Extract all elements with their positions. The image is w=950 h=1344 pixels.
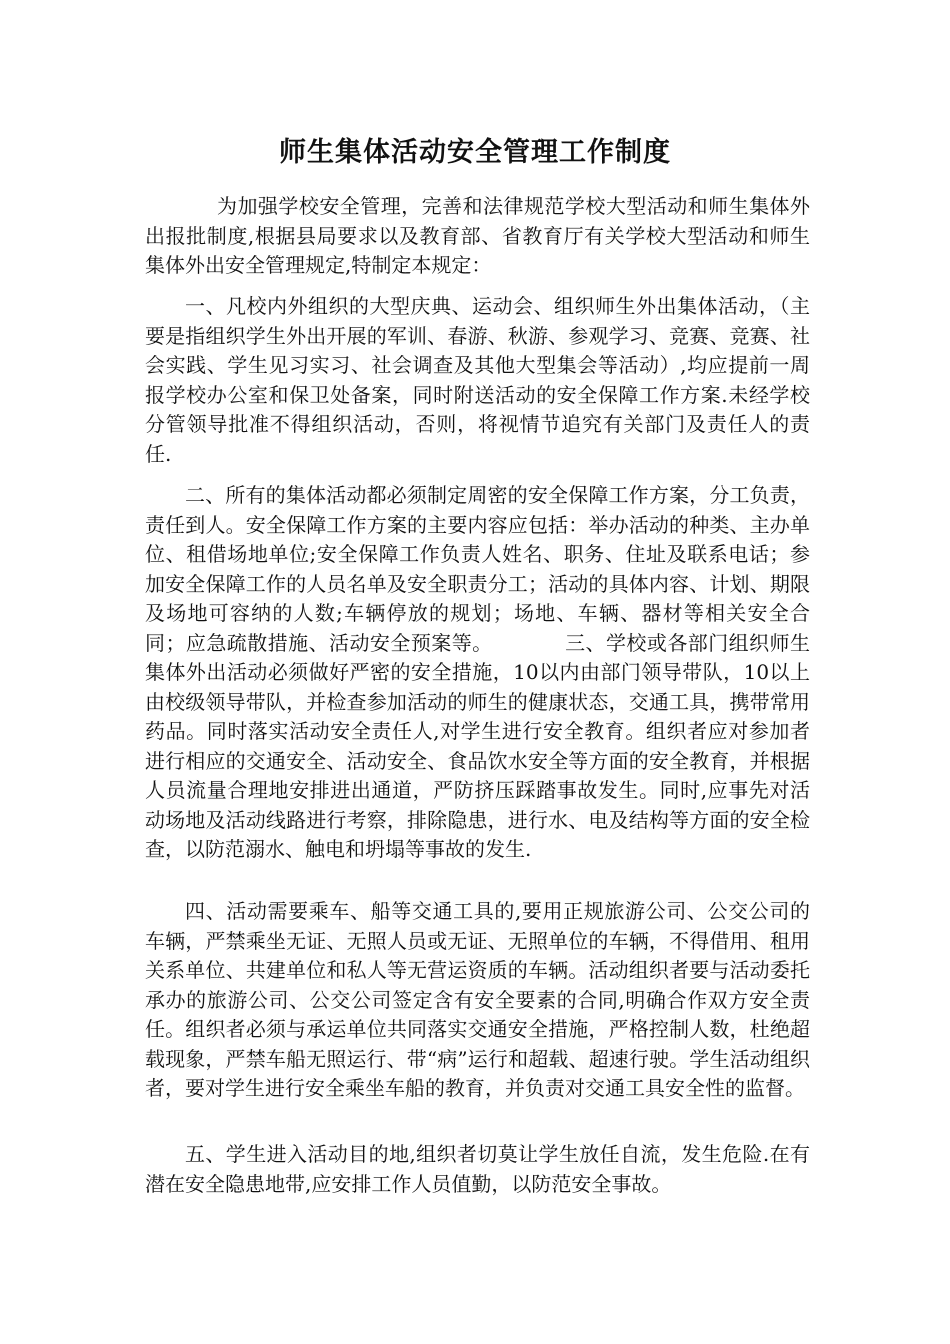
- intro-paragraph: 为加强学校安全管理，完善和法律规范学校大型活动和师生集体外出报批制度,根据县局要求以及教育部、省教育厅有关学校大型活动和师生集体外出安全管理规定,特制定本规定：: [145, 194, 810, 277]
- section-2-3-paragraph: [145, 481, 810, 865]
- section-4-paragraph: 四、活动需要乘车、船等交通工具的,要用正规旅游公司、公交公司的车辆，严禁乘坐无证、无照人员或无证、无照单位的车辆，不得借用、租用关系单位、共建单位和私人等无营运资质的车辆。活动组织者要与活动委托承办的旅游公司、公交公司签定含有安全要素的合同,明确合作双方安全责任。组织者必须与承运单位共同落实交通安全措施，严格控制人数，杜绝超载现象，严禁车船无照运行、带“病”运行和超载、超速行驶。学生活动组织者，要对学生进行安全乘坐车船的教育，并负责对交通工具安全性的监督。: [145, 899, 810, 1100]
- section-3-text: 三、学校或各部门组织师生集体外出活动必须做好严密的安全措施，10以内由部门领导带队，10以上由校级领导带队，并检查参加活动的师生的健康状态，交通工具，携带常用药品。同时落实活动安全责任人,对学生进行安全教育。组织者应对参加者进行相应的交通安全、活动安全、食品饮水安全等方面的安全教育，并根据人员流量合理地安排进出通道，严防挤压踩踏事故发生。同时,应事先对活动场地及活动线路进行考察，排除隐患，进行水、电及结构等方面的安全检查，以防范溺水、触电和坍塌等事故的发生.: [145, 630, 811, 861]
- document-title: 师生集体活动安全管理工作制度: [279, 137, 671, 168]
- section-5-paragraph: 五、学生进入活动目的地,组织者切莫让学生放任自流，发生危险.在有潜在安全隐患地带,应安排工作人员值勤，以防范安全事故。: [145, 1142, 810, 1196]
- section-1-paragraph: 一、凡校内外组织的大型庆典、运动会、组织师生外出集体活动，（主要是指组织学生外出开展的军训、春游、秋游、参观学习、竞赛、竞赛、社会实践、学生见习实习、社会调查及其他大型集会等活动）,均应提前一周报学校办公室和保卫处备案，同时附送活动的安全保障工作方案.未经学校分管领导批准不得组织活动，否则，将视情节追究有关部门及责任人的责任.: [145, 294, 810, 466]
- section-2-text: 二、所有的集体活动都必须制定周密的安全保障工作方案，分工负责，责任到人。安全保障工作方案的主要内容应包括：举办活动的种类、主办单位、租借场地单位;安全保障工作负责人姓名、职务、住址及联系电话；参加安全保障工作的人员名单及安全职责分工；活动的具体内容、计划、期限及场地可容纳的人数;车辆停放的规划；场地、车辆、器材等相关安全合同；应急疏散措施、活动安全预案等。: [145, 483, 810, 655]
